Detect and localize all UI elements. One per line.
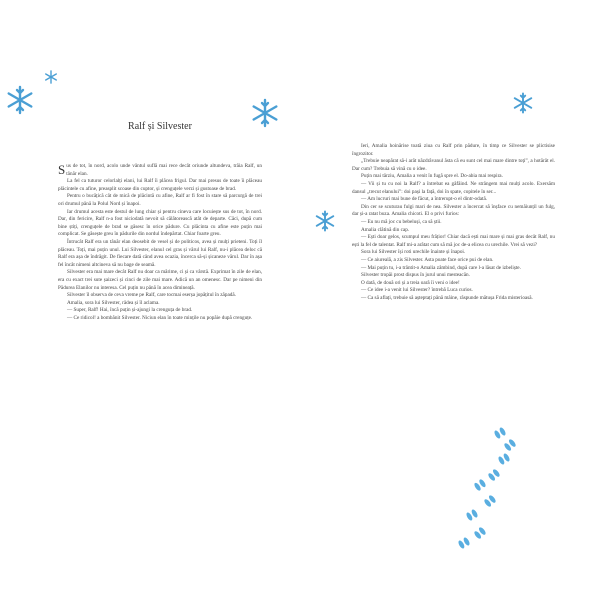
hoofprint-icon xyxy=(493,427,507,440)
paragraph: Silvester tropăi prost dispus în jurul unui mesteacăn. xyxy=(361,272,470,279)
paragraph: Puțin mai târziu, Amalia a venit în fugă spre el. Do-abia mai respira. xyxy=(361,173,503,180)
paragraph: Silvester îl observa de ceva vreme pe Ralf, care tocmai eserșa jopățitul în zăpadă. xyxy=(67,292,236,299)
hoofprint-icon xyxy=(457,537,471,550)
paragraph: Din cer se scuturau fulgi mari de nea. Silvester a încercat să înșface cu nemăiunțil un fulg, dar și-a ratat buza. Amalia chicoti. El o privi furios: xyxy=(352,203,555,218)
paragraph: Iar drumul acesta este destul de lung chiar și pentru cineva care locuiește sus de tot, în nord. Dar, din fericire, Ralf n-a fost niciodată nevoit să călătorească atât de departe. Căci, după cum bine știți, crenguțele de brad se găsesc în orice pădure. Cu plăcinta cu afine este puțin mai complicat. Se găsește greu în pădurile din nordul îndepărtat. Chiar foarte greu. xyxy=(58,208,262,238)
right-page xyxy=(300,0,600,600)
snowflake-icon xyxy=(512,92,534,114)
chapter-title: Ralf și Silvester xyxy=(128,121,192,132)
paragraph: Amalia clătină din cap. xyxy=(361,226,410,233)
paragraph: — Am lucruri mai bune de făcut, a întrerupt-o el dintr-odată. xyxy=(361,196,488,203)
hoofprint-icon xyxy=(497,453,511,466)
paragraph: — Ești doar gelos, scumpul meu frățior! Chiar dacă ești mai mare și mai gras decât Ralf, nu ești la fel de talentat. Ralf mi-a arătat cum să mă joc de-a elicea cu urechile. Vrei să vezi? xyxy=(352,234,555,248)
hoofprint-icon xyxy=(503,438,517,452)
snowflake-icon xyxy=(314,210,336,232)
paragraph: Pentru o bucățică cât de mică de plăcintă cu afine, Ralf ar fi fost în stare să parcurgă de trei ori drumul până la Polul Nord și înapoi. xyxy=(58,193,262,207)
paragraph: O dată, de două ori și a treia oară îi veni o idee! xyxy=(361,279,460,286)
snowflake-icon xyxy=(5,85,35,115)
dialog-line: — Super, Ralf! Hai, încă puțin și-ajungi la crenguța de brad. xyxy=(67,307,193,314)
hoofprint-icon xyxy=(483,494,497,508)
paragraph: — Ce idee i-a venit lui Silvester? întrebă Luca curios. xyxy=(361,287,473,294)
paragraph: „Trebuie neapărat să-i arăt năzdrăvanul ăsta că eu sunt cel mai mare dintre toți”, a hotărât el. Dar cum? Trebuia să vină cu o idee. xyxy=(352,158,555,172)
paragraph: — Vii și tu cu noi la Ralf? a întrebat ea gâfâind. Ne strângem mai mulți acolo. Exersăm dansul „trecut elanului”: doi pași la față, doi în spate, copitele în ser... xyxy=(352,180,555,195)
snowflake-icon xyxy=(250,98,280,128)
hoofprint-icon xyxy=(465,509,479,522)
opening-paragraph: Sus de tot, în nord, acolo unde vântul suflă mai rece decât oriunde altundeva, trăia Ralf, un tânăr elan. xyxy=(58,162,262,177)
hoofprint-icon xyxy=(487,468,501,482)
paragraph: Ieri, Amalia hoinărise toată ziua cu Ralf prin pădure, în timp ce Silvester se plictisise îngrozitor. xyxy=(352,143,555,157)
hoofprint-icon xyxy=(473,526,487,540)
paragraph: Amalia, sora lui Silvester, râdea și îl aclama. xyxy=(67,299,160,306)
hoofprint-icon xyxy=(473,478,487,491)
paragraph: — Mai puțin tu, i-a trântit-o Amalia zâmbind, după care l-a lăsat de izbeliște. xyxy=(361,264,521,271)
right-text-column xyxy=(352,143,555,302)
paragraph: Întrucât Ralf era un tânăr elan deosebit de vesel și de politicos, avea și mulți prieteni. Toți îl plăceau. Toți, mai puțin unul. Lui Silvester, elanul cel gras și vărul lui Ralf, nu-i plăcea deloc că Ralf era așa de îndrăgit. De fiecare dată când avea ocazia, încerca să-și șicaneze vărul. Dar în așa fel încât nimeni altcineva să nu bage de seamă. xyxy=(58,238,262,268)
paragraph: Sora lui Silvester își roti urechile înainte și înapoi. xyxy=(361,249,466,256)
dialog-line: — Ce ridicol! a bombănit Silvester. Niciun elan în toate mințile nu popăie după crenguțe. xyxy=(67,314,253,321)
snowflake-icon xyxy=(44,70,58,84)
paragraph: La fel ca tuturor celorlalți elani, lui Ralf îi plăcea frigul. Dar mai presus de toate îi plăceau plăcintele cu afine, preasplit scoase din cuptor, și crenguțele verzi și gustoase de brad. xyxy=(58,178,262,192)
hoofprints-trail xyxy=(450,425,570,555)
left-text-column xyxy=(58,163,262,322)
paragraph: — Ca să aflați, trebuie să așteptați până mâine, răspunde mătușa Frida misterioasă. xyxy=(361,294,533,301)
paragraph: — Ce aiureală, a zis Silvester. Asta poate face orice pui de elan. xyxy=(361,256,494,263)
paragraph: — Eu nu mă joc cu bebeluși, ca să știi. xyxy=(361,218,442,225)
drop-cap: S xyxy=(58,162,66,177)
paragraph: Silvester era mai mare decât Ralf nu doar ca mărime, ci și ca vârstă. Exprimat în zile de elan, era cu exact trei sute șaizeci și cinci de zile mai mare. Adică un an omenesc. Dar pe nimeni din Pădurea Elanilor nu interesa. Cel puțin nu până în acea dimineață. xyxy=(58,269,262,291)
